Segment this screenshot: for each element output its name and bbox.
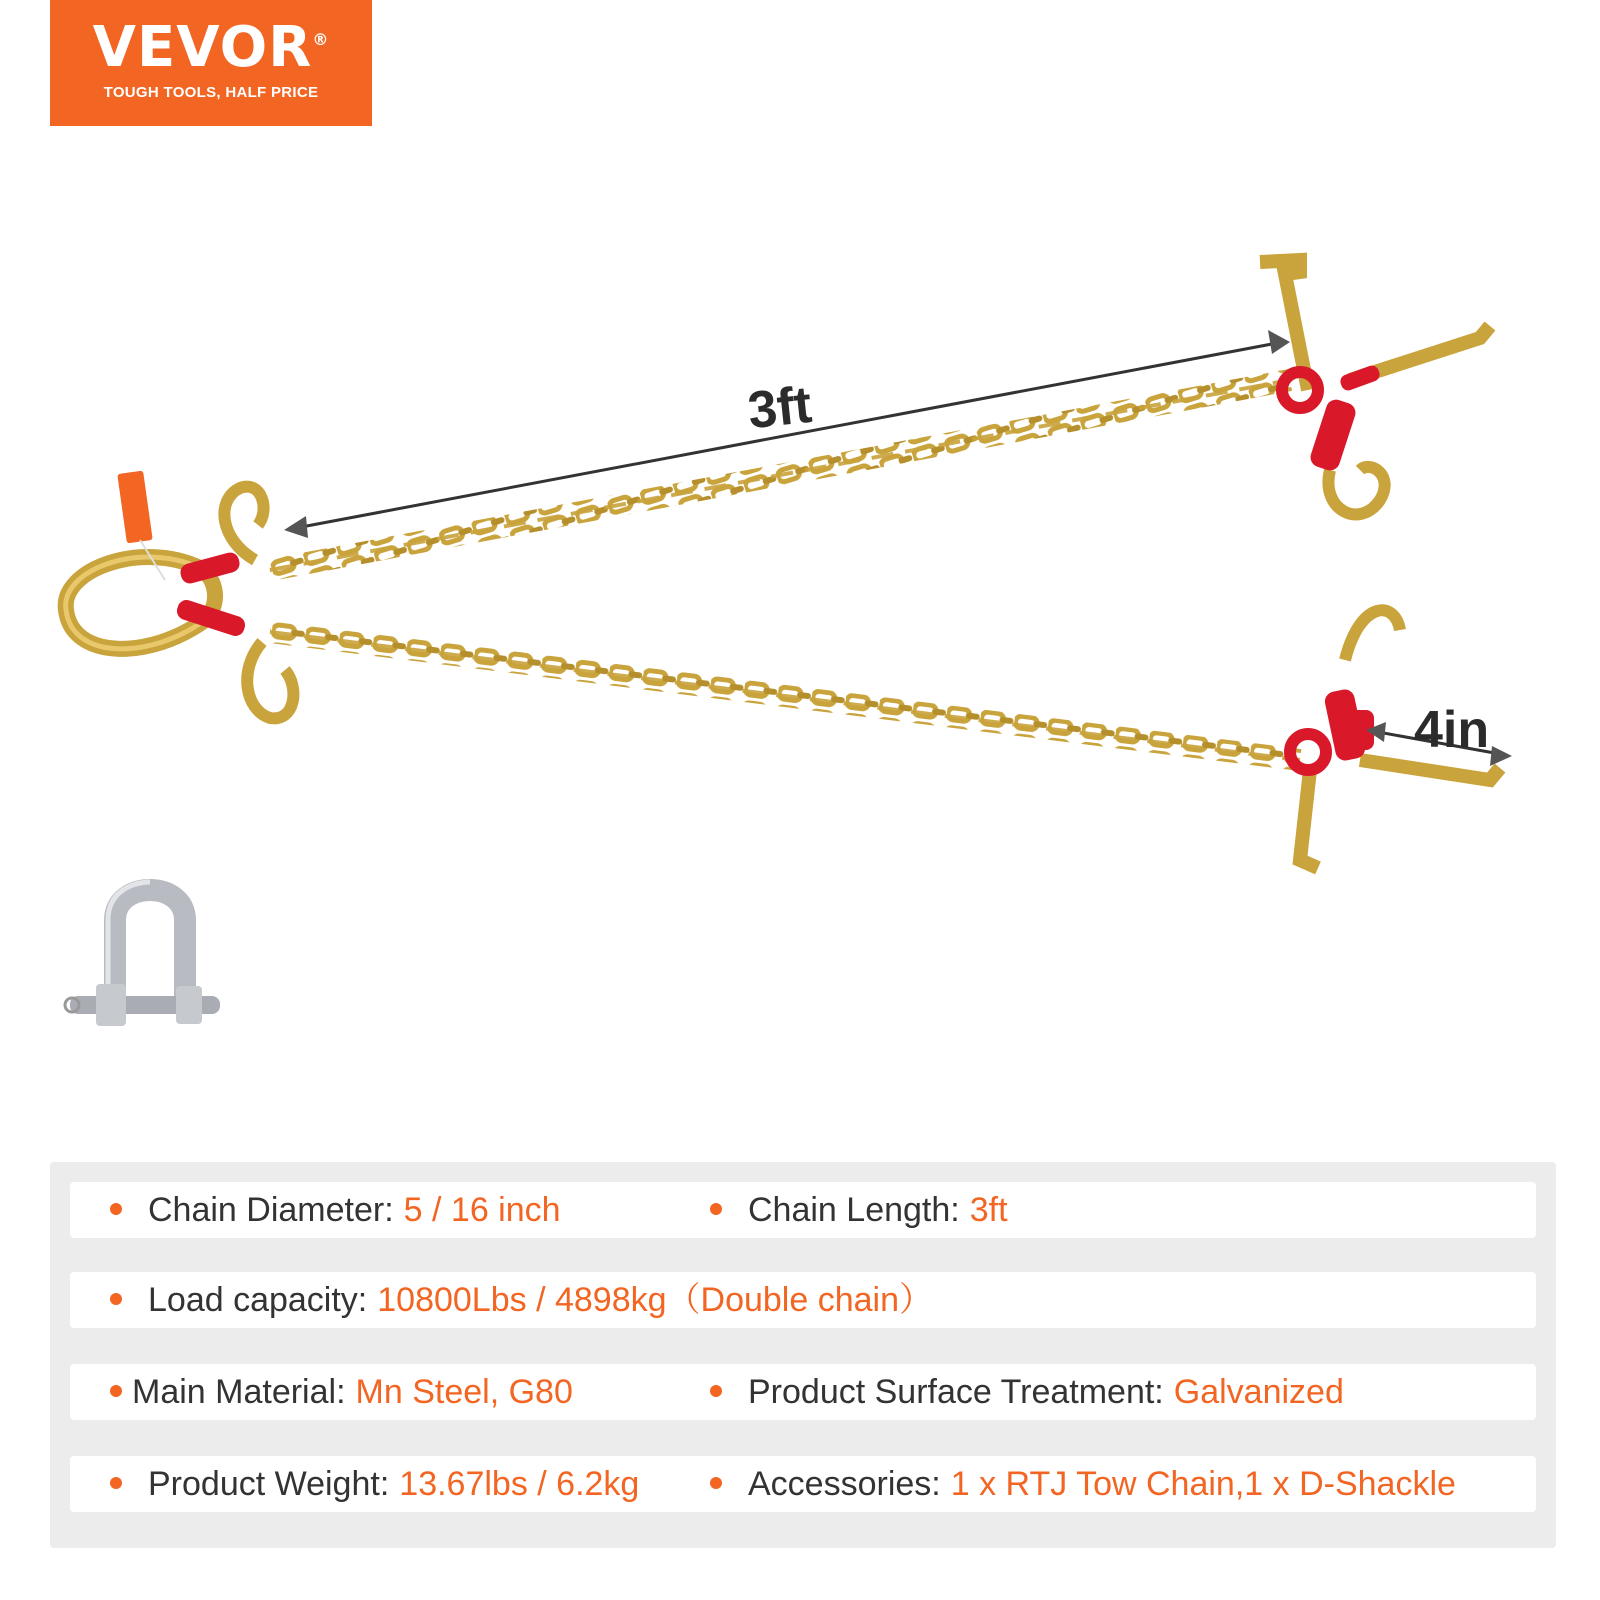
spec-row — [70, 1182, 1536, 1238]
spec-main-material: Main Material: Mn Steel, G80 — [110, 1364, 573, 1420]
vevor-logo — [50, 0, 372, 126]
d-shackle-accessory — [65, 882, 220, 1026]
spec-product-weight: Product Weight: 13.67lbs / 6.2kg — [110, 1456, 639, 1512]
bottom-chain — [270, 632, 1300, 760]
bullet-icon — [110, 1203, 122, 1215]
dimension-label-length: 3ft — [745, 375, 815, 441]
spec-panel — [50, 1162, 1556, 1548]
spec-row — [70, 1272, 1536, 1328]
rtj-cluster-top — [1260, 260, 1490, 514]
logo-tagline: TOUGH TOOLS, HALF PRICE — [103, 84, 319, 101]
bullet-icon — [710, 1385, 722, 1397]
bullet-icon — [110, 1293, 122, 1305]
grab-hook-top — [224, 487, 263, 560]
bullet-icon — [110, 1477, 122, 1489]
spec-row — [70, 1364, 1536, 1420]
bullet-icon — [710, 1477, 722, 1489]
grab-hook-bottom — [247, 642, 293, 718]
product-image — [0, 240, 1600, 1080]
tow-chain-illustration — [0, 240, 1600, 1080]
bullet-icon — [110, 1385, 122, 1397]
spec-accessories: Accessories: 1 x RTJ Tow Chain,1 x D-Shackle — [710, 1456, 1456, 1512]
spec-chain-diameter: Chain Diameter: 5 / 16 inch — [110, 1182, 561, 1238]
dimension-label-hook: 4in — [1414, 701, 1490, 759]
spec-surface-treatment: Product Surface Treatment: Galvanized — [710, 1364, 1344, 1420]
bullet-icon — [710, 1203, 722, 1215]
logo-brand-name: VEVOR® — [92, 15, 330, 80]
spec-load-capacity: Load capacity: 10800Lbs / 4898kg（Double chain） — [110, 1272, 933, 1328]
spec-chain-length: Chain Length: 3ft — [710, 1182, 1008, 1238]
spec-row — [70, 1456, 1536, 1512]
